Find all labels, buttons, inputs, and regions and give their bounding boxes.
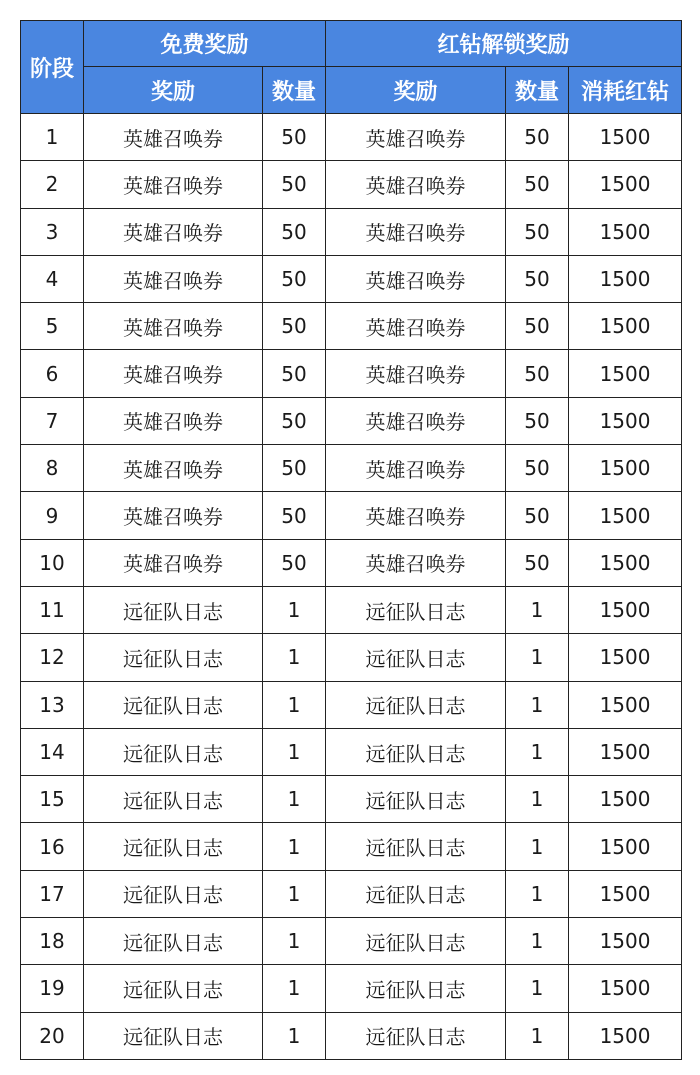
- paid-reward-cell: 英雄召唤券: [326, 303, 506, 350]
- paid-reward-group-header: 红钻解锁奖励: [326, 21, 682, 67]
- cost-cell: 1500: [569, 586, 682, 633]
- cost-cell: 1500: [569, 114, 682, 161]
- paid-reward-cell: 英雄召唤券: [326, 445, 506, 492]
- stage-cell: 17: [21, 870, 84, 917]
- cost-cell: 1500: [569, 208, 682, 255]
- paid-reward-cell: 远征队日志: [326, 776, 506, 823]
- free-reward-cell: 远征队日志: [84, 586, 263, 633]
- cost-cell: 1500: [569, 303, 682, 350]
- cost-cell: 1500: [569, 1012, 682, 1059]
- free-quantity-cell: 50: [263, 255, 326, 302]
- table-row: [21, 397, 682, 444]
- paid-reward-cell: 远征队日志: [326, 823, 506, 870]
- stage-cell: 7: [21, 397, 84, 444]
- paid-quantity-cell: 50: [506, 350, 569, 397]
- paid-reward-cell: 远征队日志: [326, 918, 506, 965]
- cost-cell: 1500: [569, 918, 682, 965]
- stage-cell: 2: [21, 161, 84, 208]
- paid-reward-cell: 英雄召唤券: [326, 397, 506, 444]
- paid-quantity-cell: 1: [506, 1012, 569, 1059]
- stage-cell: 8: [21, 445, 84, 492]
- paid-quantity-cell: 1: [506, 870, 569, 917]
- table-row: [21, 114, 682, 161]
- free-reward-cell: 远征队日志: [84, 965, 263, 1012]
- free-quantity-cell: 1: [263, 823, 326, 870]
- free-reward-cell: 远征队日志: [84, 776, 263, 823]
- free-reward-cell: 远征队日志: [84, 1012, 263, 1059]
- reward-table: [20, 20, 682, 1060]
- table-row: [21, 161, 682, 208]
- stage-cell: 11: [21, 586, 84, 633]
- table-row: [21, 1012, 682, 1059]
- free-reward-cell: 英雄召唤券: [84, 492, 263, 539]
- paid-quantity-cell: 50: [506, 208, 569, 255]
- free-reward-group-header: 免费奖励: [84, 21, 326, 67]
- stage-cell: 3: [21, 208, 84, 255]
- cost-cell: 1500: [569, 870, 682, 917]
- paid-quantity-cell: 1: [506, 728, 569, 775]
- paid-reward-cell: 远征队日志: [326, 681, 506, 728]
- paid-reward-cell: 英雄召唤券: [326, 114, 506, 161]
- paid-quantity-cell: 1: [506, 965, 569, 1012]
- free-quantity-cell: 50: [263, 350, 326, 397]
- paid-reward-cell: 远征队日志: [326, 965, 506, 1012]
- free-quantity-cell: 1: [263, 870, 326, 917]
- free-quantity-cell: 1: [263, 776, 326, 823]
- paid-quantity-cell: 50: [506, 114, 569, 161]
- cost-cell: 1500: [569, 965, 682, 1012]
- free-quantity-cell: 50: [263, 397, 326, 444]
- paid-quantity-header: 数量: [506, 67, 569, 114]
- table-row: [21, 823, 682, 870]
- table-row: [21, 350, 682, 397]
- table-row: [21, 539, 682, 586]
- table-row: [21, 303, 682, 350]
- free-reward-cell: 远征队日志: [84, 681, 263, 728]
- paid-reward-cell: 远征队日志: [326, 1012, 506, 1059]
- stage-cell: 14: [21, 728, 84, 775]
- free-reward-cell: 远征队日志: [84, 634, 263, 681]
- free-quantity-cell: 50: [263, 161, 326, 208]
- paid-reward-header: 奖励: [326, 67, 506, 114]
- paid-reward-cell: 英雄召唤券: [326, 208, 506, 255]
- paid-reward-cell: 英雄召唤券: [326, 350, 506, 397]
- free-reward-cell: 英雄召唤券: [84, 397, 263, 444]
- cost-cell: 1500: [569, 492, 682, 539]
- table-header: [21, 21, 682, 114]
- stage-cell: 20: [21, 1012, 84, 1059]
- free-quantity-cell: 1: [263, 918, 326, 965]
- stage-cell: 16: [21, 823, 84, 870]
- table-row: [21, 870, 682, 917]
- stage-cell: 10: [21, 539, 84, 586]
- free-quantity-cell: 1: [263, 728, 326, 775]
- stage-cell: 19: [21, 965, 84, 1012]
- paid-quantity-cell: 50: [506, 161, 569, 208]
- free-quantity-cell: 50: [263, 445, 326, 492]
- table-body: [21, 114, 682, 1060]
- table-row: [21, 728, 682, 775]
- free-quantity-cell: 50: [263, 539, 326, 586]
- paid-quantity-cell: 1: [506, 776, 569, 823]
- cost-cell: 1500: [569, 539, 682, 586]
- free-quantity-cell: 1: [263, 681, 326, 728]
- table-row: [21, 255, 682, 302]
- paid-reward-cell: 英雄召唤券: [326, 255, 506, 302]
- table-row: [21, 965, 682, 1012]
- free-reward-cell: 英雄召唤券: [84, 445, 263, 492]
- cost-cell: 1500: [569, 445, 682, 492]
- paid-reward-cell: 英雄召唤券: [326, 539, 506, 586]
- free-quantity-cell: 50: [263, 114, 326, 161]
- paid-reward-cell: 远征队日志: [326, 634, 506, 681]
- cost-cell: 1500: [569, 681, 682, 728]
- stage-cell: 12: [21, 634, 84, 681]
- table-row: [21, 776, 682, 823]
- table-row: [21, 634, 682, 681]
- free-quantity-cell: 1: [263, 586, 326, 633]
- free-reward-cell: 英雄召唤券: [84, 208, 263, 255]
- paid-quantity-cell: 1: [506, 918, 569, 965]
- cost-cell: 1500: [569, 776, 682, 823]
- paid-quantity-cell: 50: [506, 445, 569, 492]
- free-reward-cell: 远征队日志: [84, 918, 263, 965]
- paid-quantity-cell: 50: [506, 255, 569, 302]
- free-reward-cell: 远征队日志: [84, 728, 263, 775]
- free-reward-cell: 远征队日志: [84, 870, 263, 917]
- paid-quantity-cell: 50: [506, 303, 569, 350]
- stage-cell: 1: [21, 114, 84, 161]
- free-reward-cell: 英雄召唤券: [84, 255, 263, 302]
- paid-reward-cell: 远征队日志: [326, 870, 506, 917]
- stage-cell: 18: [21, 918, 84, 965]
- stage-header: 阶段: [21, 21, 84, 114]
- paid-quantity-cell: 50: [506, 492, 569, 539]
- paid-reward-cell: 远征队日志: [326, 586, 506, 633]
- cost-header: 消耗红钻: [569, 67, 682, 114]
- table-row: [21, 586, 682, 633]
- stage-cell: 5: [21, 303, 84, 350]
- free-reward-cell: 远征队日志: [84, 823, 263, 870]
- free-quantity-cell: 50: [263, 492, 326, 539]
- free-reward-cell: 英雄召唤券: [84, 161, 263, 208]
- cost-cell: 1500: [569, 634, 682, 681]
- free-quantity-cell: 1: [263, 1012, 326, 1059]
- stage-cell: 15: [21, 776, 84, 823]
- table-row: [21, 208, 682, 255]
- free-reward-cell: 英雄召唤券: [84, 350, 263, 397]
- paid-quantity-cell: 1: [506, 586, 569, 633]
- table-row: [21, 492, 682, 539]
- paid-quantity-cell: 50: [506, 539, 569, 586]
- free-reward-header: 奖励: [84, 67, 263, 114]
- stage-cell: 9: [21, 492, 84, 539]
- table-row: [21, 445, 682, 492]
- paid-reward-cell: 英雄召唤券: [326, 492, 506, 539]
- table-row: [21, 681, 682, 728]
- paid-quantity-cell: 50: [506, 397, 569, 444]
- cost-cell: 1500: [569, 728, 682, 775]
- paid-reward-cell: 远征队日志: [326, 728, 506, 775]
- free-quantity-cell: 1: [263, 634, 326, 681]
- paid-quantity-cell: 1: [506, 823, 569, 870]
- paid-quantity-cell: 1: [506, 634, 569, 681]
- table-row: [21, 918, 682, 965]
- free-reward-cell: 英雄召唤券: [84, 303, 263, 350]
- free-quantity-cell: 50: [263, 303, 326, 350]
- cost-cell: 1500: [569, 350, 682, 397]
- free-quantity-cell: 1: [263, 965, 326, 1012]
- cost-cell: 1500: [569, 823, 682, 870]
- cost-cell: 1500: [569, 255, 682, 302]
- cost-cell: 1500: [569, 397, 682, 444]
- free-reward-cell: 英雄召唤券: [84, 114, 263, 161]
- stage-cell: 4: [21, 255, 84, 302]
- paid-quantity-cell: 1: [506, 681, 569, 728]
- free-reward-cell: 英雄召唤券: [84, 539, 263, 586]
- paid-reward-cell: 英雄召唤券: [326, 161, 506, 208]
- stage-cell: 13: [21, 681, 84, 728]
- stage-cell: 6: [21, 350, 84, 397]
- cost-cell: 1500: [569, 161, 682, 208]
- free-quantity-cell: 50: [263, 208, 326, 255]
- free-quantity-header: 数量: [263, 67, 326, 114]
